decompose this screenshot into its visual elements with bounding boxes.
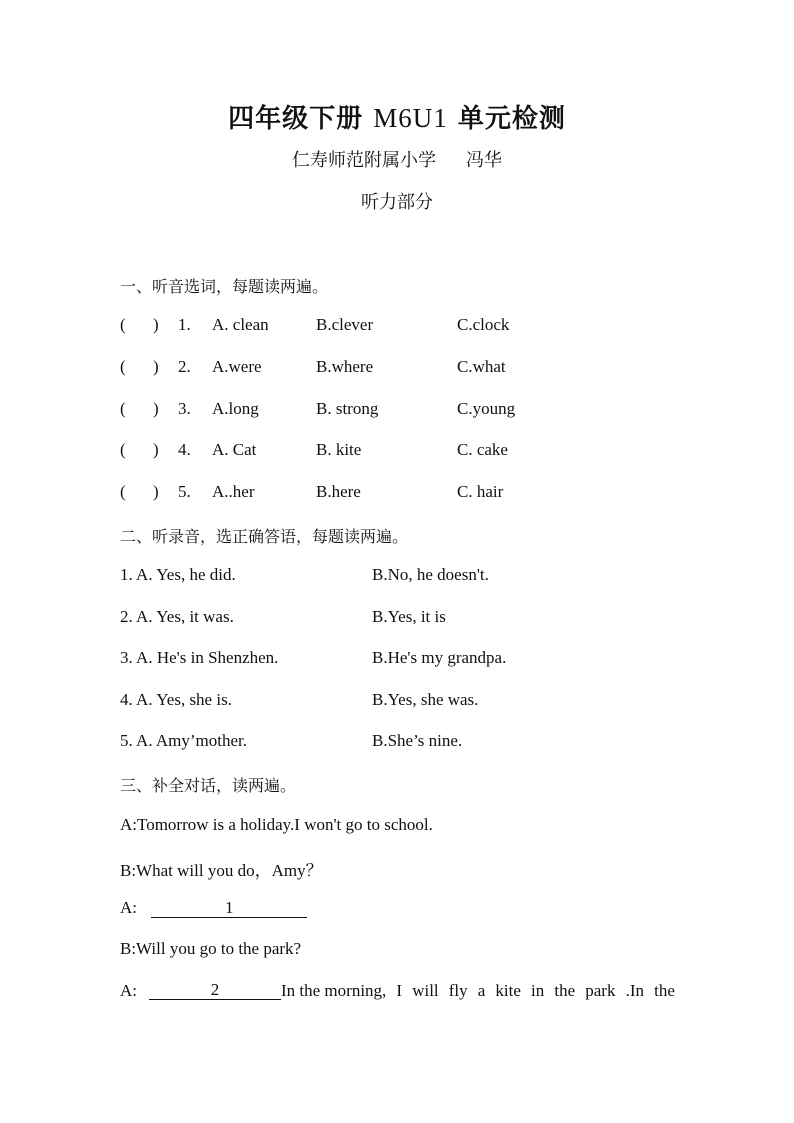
answer-option-a: 4. A. Yes, she is. [120,690,232,709]
option-c: C. hair [457,482,504,501]
item-number: 2. [178,357,191,376]
dialog-lead [120,981,386,1001]
option-a: A.were [212,357,262,376]
option-a: A. clean [212,315,269,334]
answer-option-a: 5. A. Amy’mother. [120,731,248,750]
option-b: B.clever [316,315,374,334]
section2-item [120,607,720,631]
item-number: 1. [178,315,191,334]
answer-paren-left: ( [120,482,126,501]
dialog-word: I [396,981,403,1000]
option-a: A..her [212,482,255,501]
title-test-name: 单元检测 [457,104,566,134]
section1-item [120,440,720,464]
option-a: A. Cat [212,440,257,459]
dialog-word: a [477,981,486,1000]
answer-paren-right: ) [153,440,159,459]
dialog-word: will [412,981,439,1000]
section2-item [120,690,720,714]
school-name: 仁寿师范附属小学 [292,150,436,171]
answer-option-b: B.He's my grandpa. [372,648,507,667]
dialog-word: kite [495,981,521,1000]
option-b: B. kite [316,440,362,459]
section1-heading: 一、听音选词，每题读两遍。 [120,277,329,296]
dialog-word: In the morning, [281,981,387,1000]
item-number: 4. [178,440,191,459]
dialog-line: B:What will you do，Amy？ [120,861,323,880]
section2-item [120,731,720,755]
dialog-word: the [654,981,675,1000]
author-name: 冯华 [466,150,502,171]
answer-option-a: 3. A. He's in Shenzhen. [120,648,279,667]
section1-item [120,399,720,423]
dialog-word: fly [448,981,468,1000]
section1-item [120,482,720,506]
answer-paren-right: ) [153,357,159,376]
item-number: 3. [178,399,191,418]
answer-option-b: B.Yes, it is [372,607,446,626]
dialog-word: the [554,981,576,1000]
dialog-line [120,981,675,1001]
answer-option-b: B.Yes, she was. [372,690,479,709]
title-grade: 四年级下册 [228,104,364,134]
item-number: 5. [178,482,191,501]
answer-paren-right: ) [153,399,159,418]
option-b: B.where [316,357,374,376]
title-unit-code: M6U1 [373,103,448,133]
answer-paren-left: ( [120,440,126,459]
section2-item [120,648,720,672]
answer-option-a: 2. A. Yes, it was. [120,607,234,626]
dialog-line: B:Will you go to the park? [120,939,302,958]
answer-paren-right: ) [153,482,159,501]
answer-option-b: B.No, he doesn't. [372,565,489,584]
answer-paren-left: ( [120,357,126,376]
part-title: 听力部分 [361,192,433,213]
option-c: C. cake [457,440,508,459]
speaker-label: A: [120,981,137,1000]
dialog-word: park [585,981,616,1000]
option-b: B.here [316,482,361,501]
section1-item [120,315,720,339]
answer-paren-left: ( [120,315,126,334]
dialog-line: A:Tomorrow is a holiday.I won't go to school. [120,815,433,834]
section3-heading: 三、补全对话，读两遍。 [120,776,297,795]
dialog-word: .In [625,981,644,1000]
dialog-word: in [531,981,545,1000]
option-c: C.clock [457,315,510,334]
dialog-line [120,898,307,918]
section2-item [120,565,720,589]
fill-blank-1[interactable]: 1 [151,899,307,918]
option-c: C.young [457,399,516,418]
answer-option-b: B.She’s nine. [372,731,463,750]
fill-blank-2[interactable]: 2 [149,981,281,1000]
section2-heading: 二、听录音，选正确答语，每题读两遍。 [120,527,409,546]
answer-option-a: 1. A. Yes, he did. [120,565,236,584]
author-line [0,146,794,172]
option-b: B. strong [316,399,379,418]
page-title [0,98,794,135]
section1-item [120,357,720,381]
speaker-label: A: [120,898,137,917]
answer-paren-left: ( [120,399,126,418]
option-a: A.long [212,399,259,418]
answer-paren-right: ) [153,315,159,334]
option-c: C.what [457,357,506,376]
